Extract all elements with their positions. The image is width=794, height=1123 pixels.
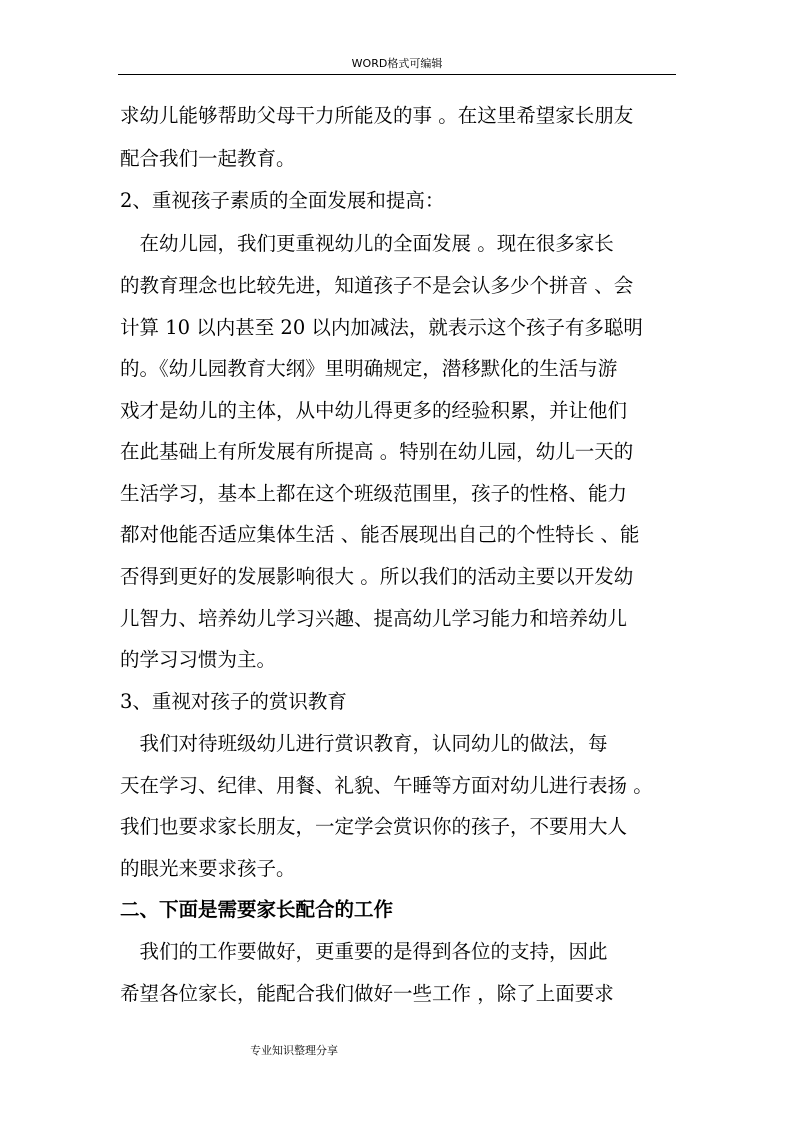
body-line: 我们的工作要做好，更重要的是得到各位的支持，因此 [120, 940, 608, 963]
page-header [118, 52, 676, 75]
body-line: 戏才是幼儿的主体，从中幼儿得更多的经验积累，并让他们 [120, 399, 628, 422]
section-heading-2: 2、重视孩子素质的全面发展和提高： [120, 189, 445, 212]
body-line: 的。《幼儿园教育大纲》里明确规定，潜移默化的生活与游 [120, 357, 618, 380]
body-line: 儿智力、培养幼儿学习兴趣、提高幼儿学习能力和培养幼儿 [120, 607, 628, 630]
body-line: 希望各位家长，能配合我们做好一些工作 ，除了上面要求 [120, 982, 614, 1005]
body-line: 生活学习，基本上都在这个班级范围里，孩子的性格、能力 [120, 482, 628, 505]
body-line: 在幼儿园，我们更重视幼儿的全面发展 。现在很多家长 [120, 232, 614, 255]
body-line: 配合我们一起教育。 [120, 147, 296, 170]
page-footer: 专业知识整理分享 [250, 1044, 338, 1057]
body-line: 计算 10 以内甚至 20 以内加减法，就表示这个孩子有多聪明 [120, 316, 643, 339]
body-line: 否得到更好的发展影响很大 。所以我们的活动主要以开发幼 [120, 565, 634, 588]
body-line: 的教育理念也比较先进，知道孩子不是会认多少个拼音 、会 [120, 274, 634, 297]
body-line: 求幼儿能够帮助父母干力所能及的事 。在这里希望家长朋友 [120, 104, 634, 127]
section-heading-3: 3、重视对孩子的赏识教育 [120, 690, 347, 713]
body-line: 我们也要求家长朋友，一定学会赏识你的孩子，不要用大人 [120, 815, 628, 838]
body-line: 都对他能否适应集体生活 、能否展现出自己的个性特长 、能 [120, 523, 640, 546]
body-line: 天在学习、纪律、用餐、礼貌、午睡等方面对幼儿进行表扬 。 [120, 774, 653, 797]
body-line: 的学习习惯为主。 [120, 648, 277, 671]
section-heading-part-2: 二、下面是需要家长配合的工作 [120, 898, 394, 921]
body-line: 我们对待班级幼儿进行赏识教育，认同幼儿的做法，每 [120, 732, 608, 755]
body-line: 在此基础上有所发展有所提高 。特别在幼儿园，幼儿一天的 [120, 440, 634, 463]
header-text: WORD格式可编辑 [351, 57, 443, 70]
body-line: 的眼光来要求孩子。 [120, 857, 296, 880]
